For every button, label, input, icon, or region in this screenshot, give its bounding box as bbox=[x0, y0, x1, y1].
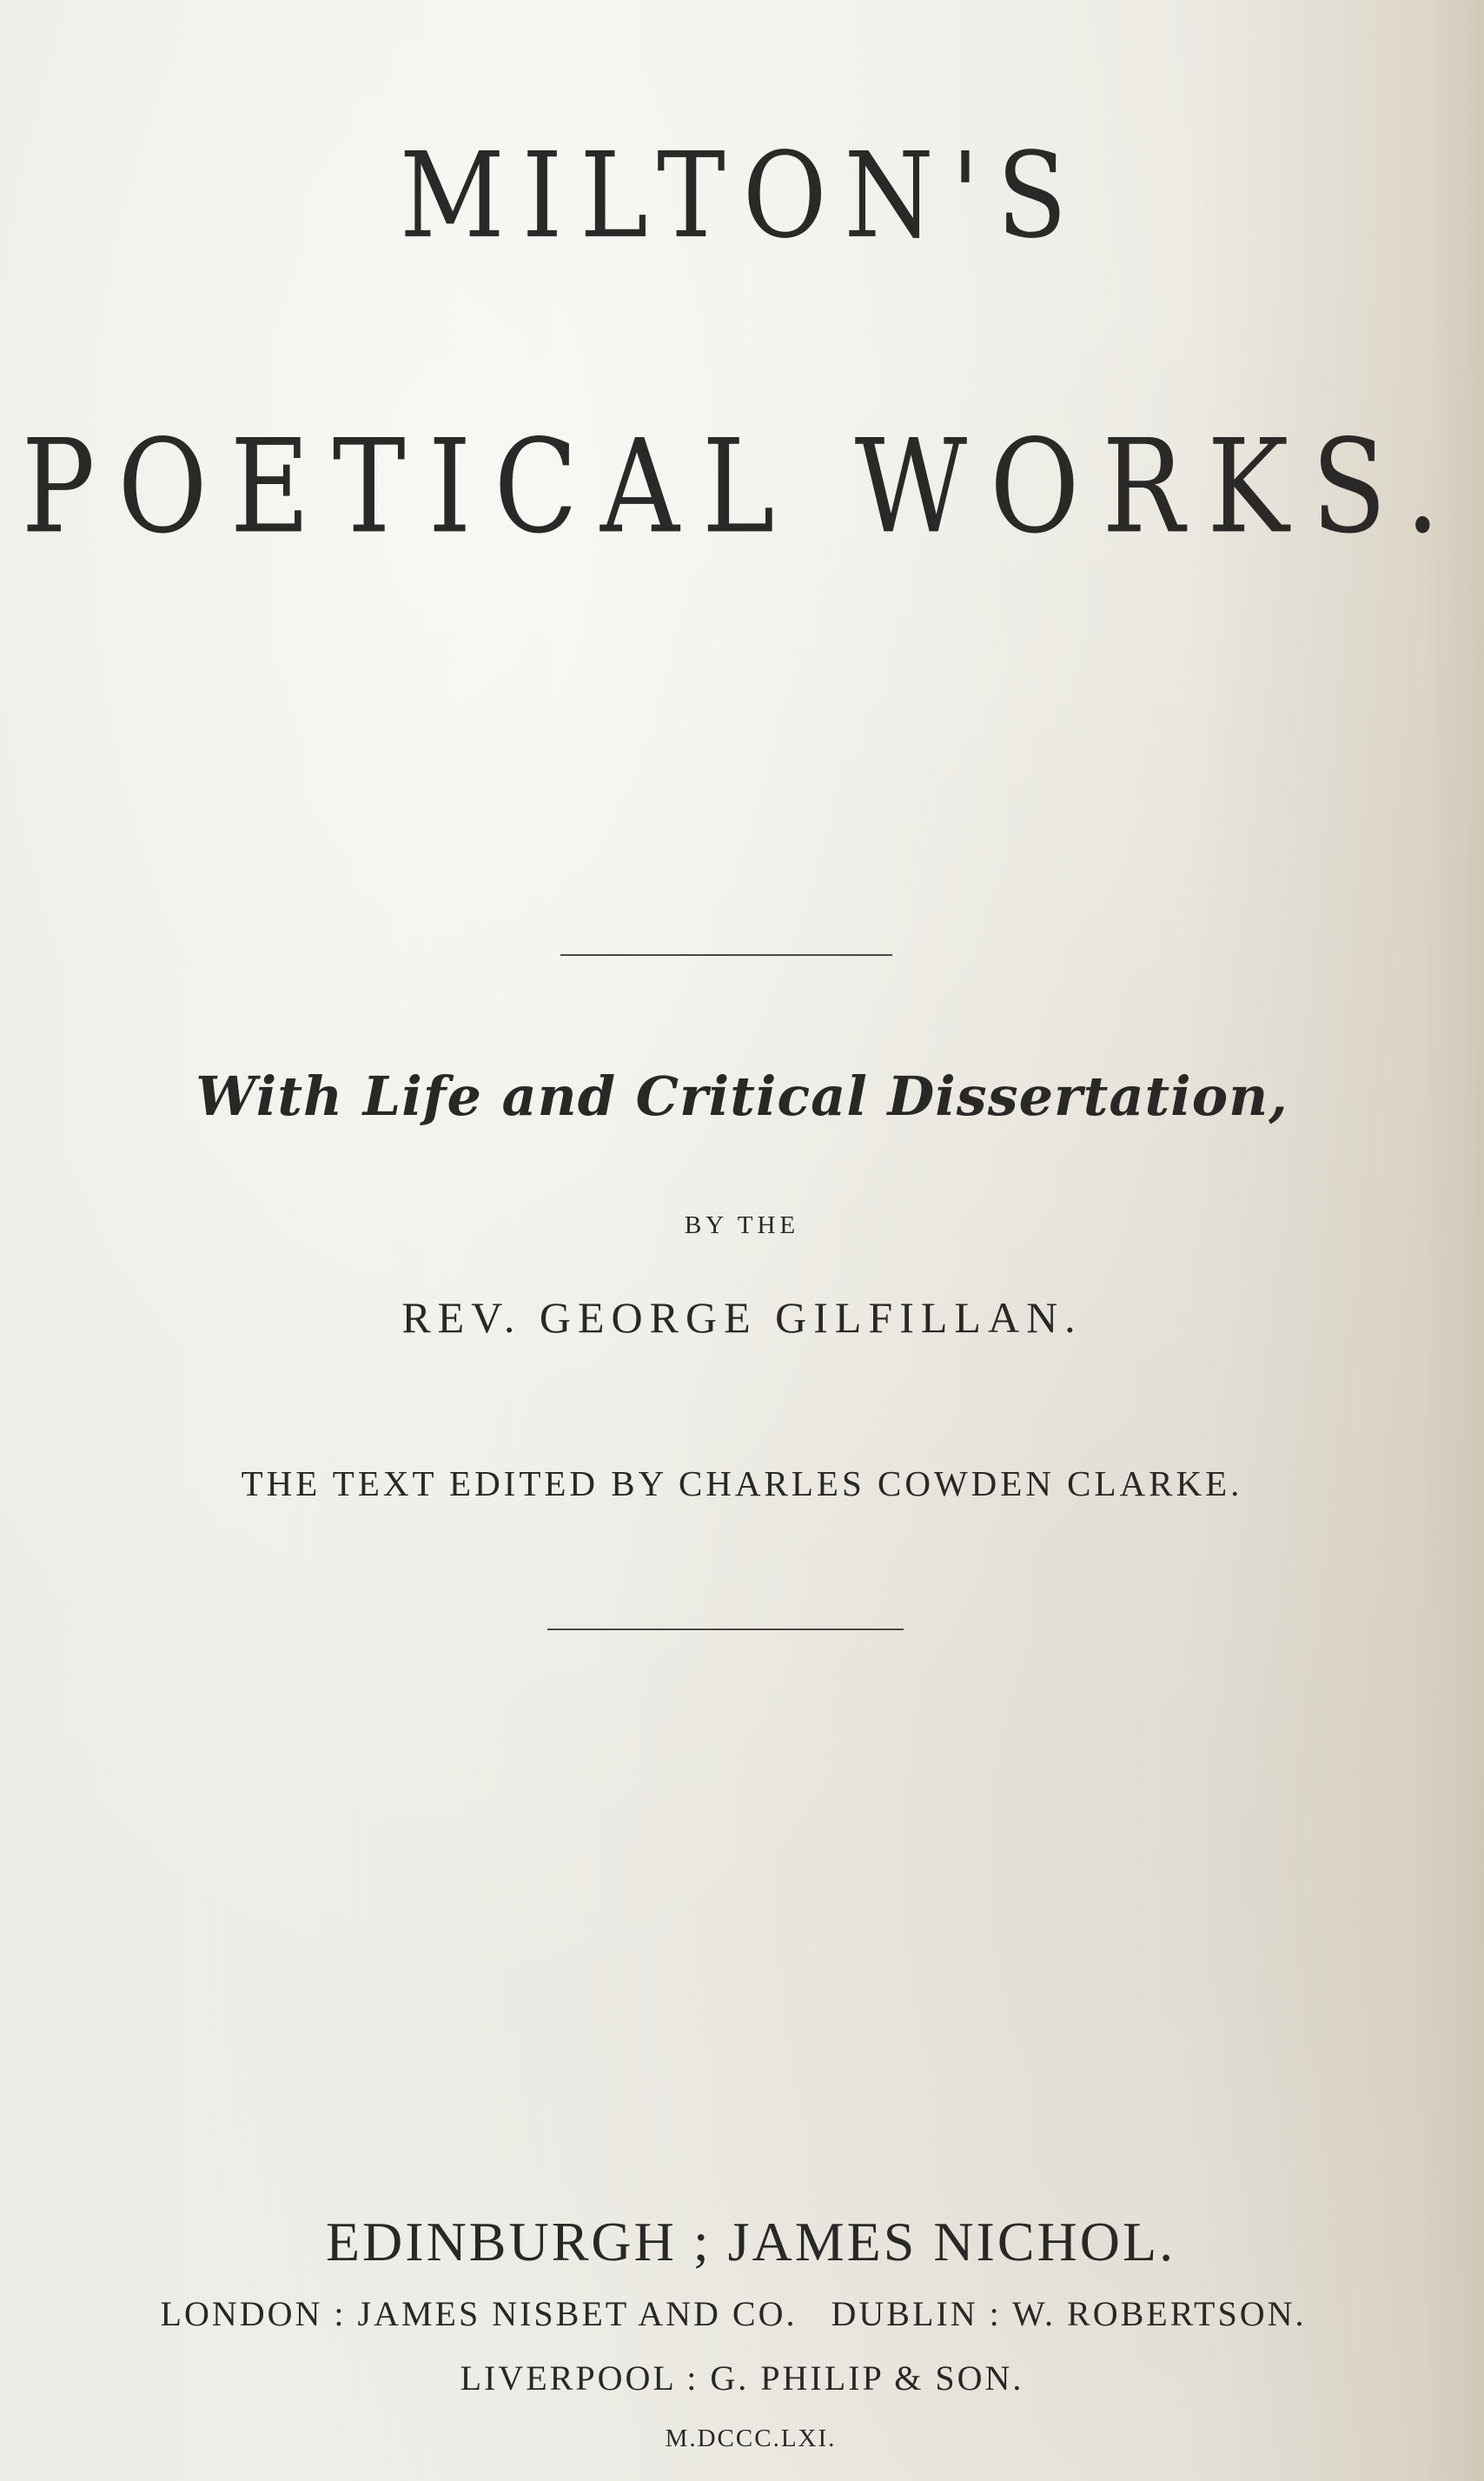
by-line: BY THE bbox=[684, 1211, 800, 1239]
liverpool-line: LIVERPOOL : G. PHILIP & SON. bbox=[460, 2358, 1024, 2398]
book-title: POETICAL WORKS. bbox=[21, 411, 1463, 562]
author-name: REV. GEORGE GILFILLAN. bbox=[401, 1293, 1083, 1342]
author-possessive-heading: MILTON'S bbox=[399, 126, 1085, 265]
divider-rule-bottom bbox=[547, 1629, 904, 1630]
publisher-line: EDINBURGH ; JAMES NICHOL. bbox=[325, 2211, 1176, 2272]
agents-line: LONDON : JAMES NISBET AND CO. DUBLIN : W. ROBERTSON. bbox=[160, 2294, 1307, 2333]
editor-line: THE TEXT EDITED BY CHARLES COWDEN CLARKE. bbox=[241, 1463, 1243, 1503]
subtitle: With Life and Critical Dissertation, bbox=[195, 1065, 1289, 1128]
publication-date: M.DCCC.LXI. bbox=[665, 2425, 837, 2452]
divider-rule-top bbox=[560, 954, 892, 956]
